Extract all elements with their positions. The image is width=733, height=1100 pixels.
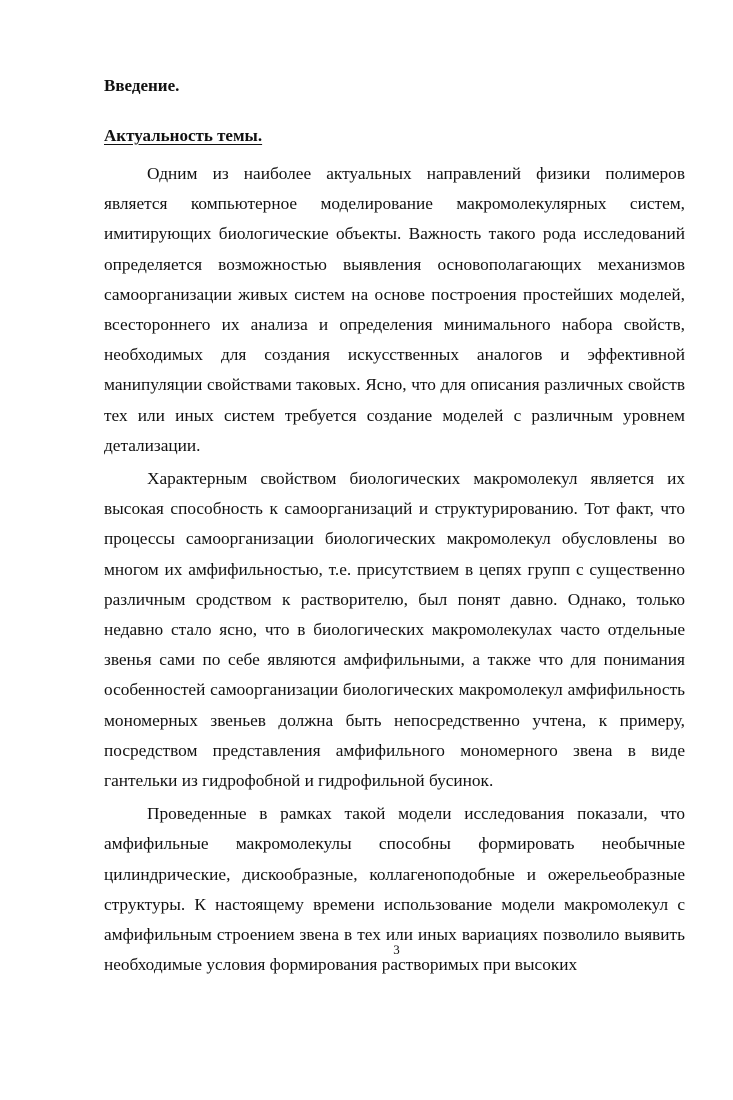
- heading-introduction: Введение.: [104, 76, 180, 95]
- paragraph-2: Характерным свойством биологических макромолекул является их высокая способность к самоорганизаций и структурированию. Тот факт, что процессы самоорганизации биологических макромолекул обусловлены во многом их амфифильностью, т.е. присутствием в цепях групп с существенно различным сродством к растворителю, был понят давно. Однако, только недавно стало ясно, что в биологических макромолекулах часто отдельные звенья сами по себе являются амфифильными, а также что для понимания особенностей самоорганизации биологических макромолекул амфифильность мономерных звеньев должна быть непосредственно учтена, к примеру, посредством представления амфифильного мономерного звена в виде гантельки из гидрофобной и гидрофильной бусинок.: [104, 469, 685, 791]
- heading-topic-relevance: Актуальность темы.: [104, 126, 263, 145]
- page-number: 3: [393, 942, 400, 957]
- paragraph-3: Проведенные в рамках такой модели исследования показали, что амфифильные макромолекулы способны формировать необычные цилиндрические, дискообразные, коллагеноподобные и ожерельеобразные структуры. К настоящему времени использование модели макромолекул с амфифильным строением звена в тех или иных вариациях позволило выявить необходимые условия формирования растворимых при высоких: [104, 804, 685, 975]
- paragraph-1: Одним из наиболее актуальных направлений физики полимеров является компьютерное моделирование макромолекулярных систем, имитирующих биологические объекты. Важность такого рода исследований определяется возможностью выявления основополагающих механизмов самоорганизации живых систем на основе построения простейших моделей, всестороннего их анализа и определения минимального набора свойств, необходимых для создания искусственных аналогов и эффективной манипуляции свойствами таковых. Ясно, что для описания различных свойств тех или иных систем требуется создание моделей с различным уровнем детализации.: [104, 164, 685, 455]
- body-text: [104, 159, 685, 983]
